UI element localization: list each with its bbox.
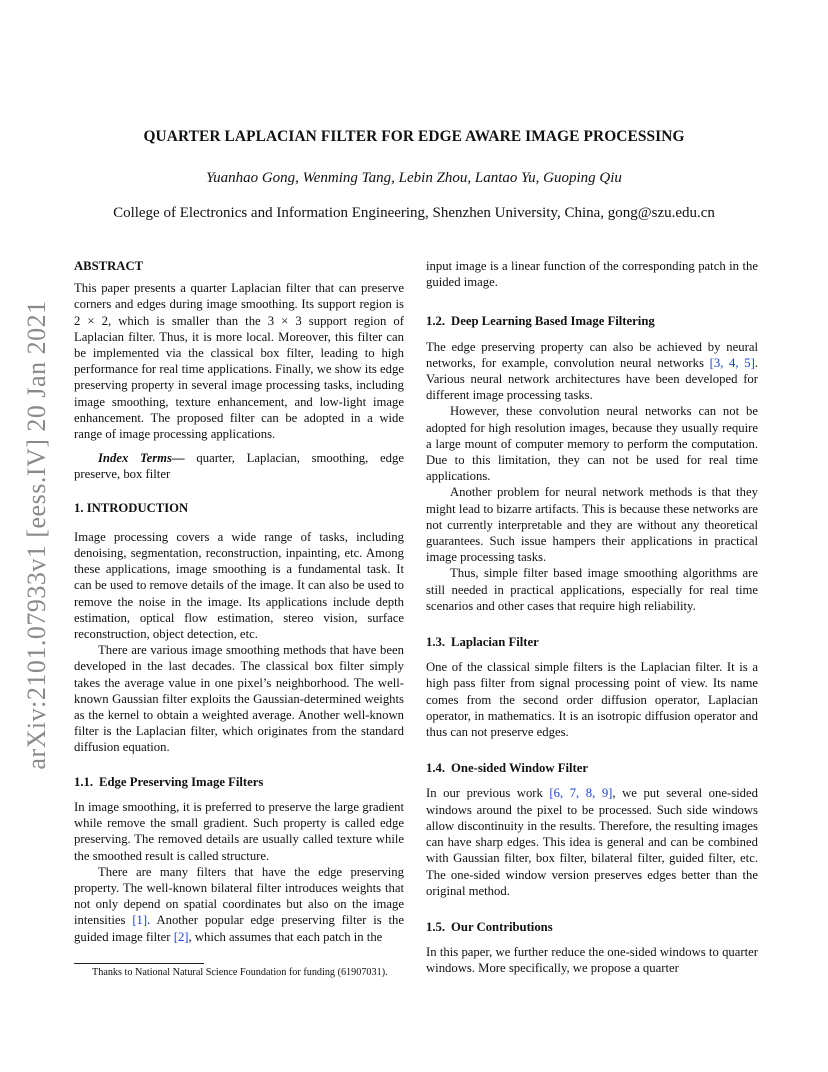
s11-p2-text-a: There are many filters that have the edge preserving property. The well-known bilateral filter introduces weights that not only depend on spatial coordinates but also on the image intensities [74,864,404,928]
left-column [74,258,404,945]
s14-p1-text-a: In our previous work [426,786,550,801]
index-terms [74,450,404,482]
section-1-5-heading [426,919,758,935]
footnote-divider [74,963,204,964]
citation-link[interactable]: [6, 7, 8, 9] [549,786,613,801]
s12-paragraph-1 [426,339,758,404]
citation-link[interactable]: [2] [173,929,189,944]
section-number: 1.3. [426,635,446,650]
section-title: Laplacian Filter [451,635,539,650]
section-1-4-heading [426,760,758,776]
s12-paragraph-2: However, these convolution neural networks can not be adopted for high resolution images, because they usually require a large mount of computer memory to perform the computation. Due to this limitation, they can not be used for real time applications. [426,404,758,484]
s15-paragraph-1: In this paper, we further reduce the one-sided windows to quarter windows. More specifically, we propose a quarter [426,945,758,976]
right-column [426,258,758,977]
section-number: 1.1. [74,774,94,789]
s12-paragraph-4: Thus, simple filter based image smoothing algorithms are still needed in practical applications, especially for real time scenarios and other cases that require high reliability. [426,566,758,613]
section-title: Deep Learning Based Image Filtering [451,314,655,329]
s11-p2-text-c: , which assumes that each patch in the [188,929,383,944]
citation-link[interactable]: [1] [132,913,148,928]
intro-paragraph-1: Image processing covers a wide range of tasks, including denoising, segmentation, reconstruction, inpainting, etc. Among these applications, image smoothing is a fundamental task. It can be used to remove details of the image. It can also be used to remove the noise in the image. Its applications include depth estimation, optical flow estimation, stereo vision, surface reconstruction, object detection, etc. [74,529,404,642]
section-title: Our Contributions [451,919,553,934]
s14-p1-text-b: , we put several one-sided windows around the pixel to be processed. Such side windows allow discontinuity in the results. Therefore, the resulting images can have sharp edges. This idea is general and can be combined with Gaussian filter, box filter, bilateral filter, guided filter, etc. The one-sided window version preserves edges better than the original method. [426,786,758,898]
s12-p1-text-a: The edge preserving property can also be achieved by neural networks, for example, convolution neural networks [426,339,758,370]
abstract-heading: ABSTRACT [74,259,144,273]
paper-authors: Yuanhao Gong, Wenming Tang, Lebin Zhou, Lantao Yu, Guoping Qiu [206,170,622,186]
abstract-text: This paper presents a quarter Laplacian filter that can preserve corners and edges during image smoothing. Its support region is 2 × 2, which is smaller than the 3 × 3 support region of Laplacian filter. Thus, it is more local. Moreover, this filter can be implemented via the classical box filter, leading to high performance for real time applications. Finally, we show its edge preserving property in several image processing tasks, including image smoothing, texture enhancement, and low-light image enhancement. The proposed filter can be adopted in a wide range of image processing applications. [74,281,404,442]
s11-paragraph-1: In image smoothing, it is preferred to preserve the large gradient while remove the small gradient. Such property is called edge preserving. The removed details are usually called texture while the smoothed result is called structure. [74,799,404,863]
s11-p2-text-b: . Another popular edge preserving filter is the guided image filter [74,913,405,944]
section-title: Edge Preserving Image Filters [99,774,264,789]
section-1-3-heading [426,634,758,650]
s11-paragraph-2 [74,864,404,945]
paper-title: QUARTER LAPLACIAN FILTER FOR EDGE AWARE IMAGE PROCESSING [143,128,685,145]
index-terms-text: quarter, Laplacian, smoothing, edge preserve, box filter [74,451,404,482]
continued-paragraph: input image is a linear function of the corresponding patch in the guided image. [426,259,758,290]
arxiv-side-identifier [14,290,60,780]
section-number: 1.5. [426,919,446,934]
section-title: One-sided Window Filter [451,761,589,776]
section-number: 1.2. [426,314,446,329]
index-terms-label: Index Terms— [98,451,185,466]
intro-heading: 1. INTRODUCTION [74,500,189,515]
s12-paragraph-3: Another problem for neural network methods is that they might lead to bizarre artifacts. This is because these networks are not currently interpretable and they are without any theoretical guarantees. Such issue hampers their applications in practical image processing tasks. [426,485,758,565]
section-number: 1.4. [426,761,446,776]
footnote: Thanks to National Natural Science Foundation for funding (61907031). [92,967,388,978]
s13-paragraph-1: One of the classical simple filters is the Laplacian filter. It is a high pass filter from signal processing point of view. Its name comes from the second order diffusion operator, Laplacian operator, in mathematics. It is an isotropic diffusion operator and thus can not preserve edges. [426,660,758,740]
section-1-2-heading [426,313,758,329]
s14-paragraph-1 [426,785,758,898]
intro-paragraph-2: There are various image smoothing methods that have been developed in the last decades. The classical box filter simply takes the average value in one pixel’s neighborhood. The well-known Gaussian filter exploits the Gaussian-determined weights as the kernel to obtain a weighted average. Another well-known filter is the Laplacian filter, which originates from the standard diffusion equation. [74,643,404,755]
citation-link[interactable]: [3, 4, 5] [709,355,755,370]
section-1-1-heading [74,774,404,790]
s12-p1-text-b: . Various neural network architectures have been developed for different image processing tasks. [426,355,759,403]
paper-affiliation: College of Electronics and Information Engineering, Shenzhen University, China, gong@szu.edu.cn [113,205,715,221]
arxiv-identifier-text: arXiv:2101.07933v1 [eess.IV] 20 Jan 2021 [22,300,51,770]
